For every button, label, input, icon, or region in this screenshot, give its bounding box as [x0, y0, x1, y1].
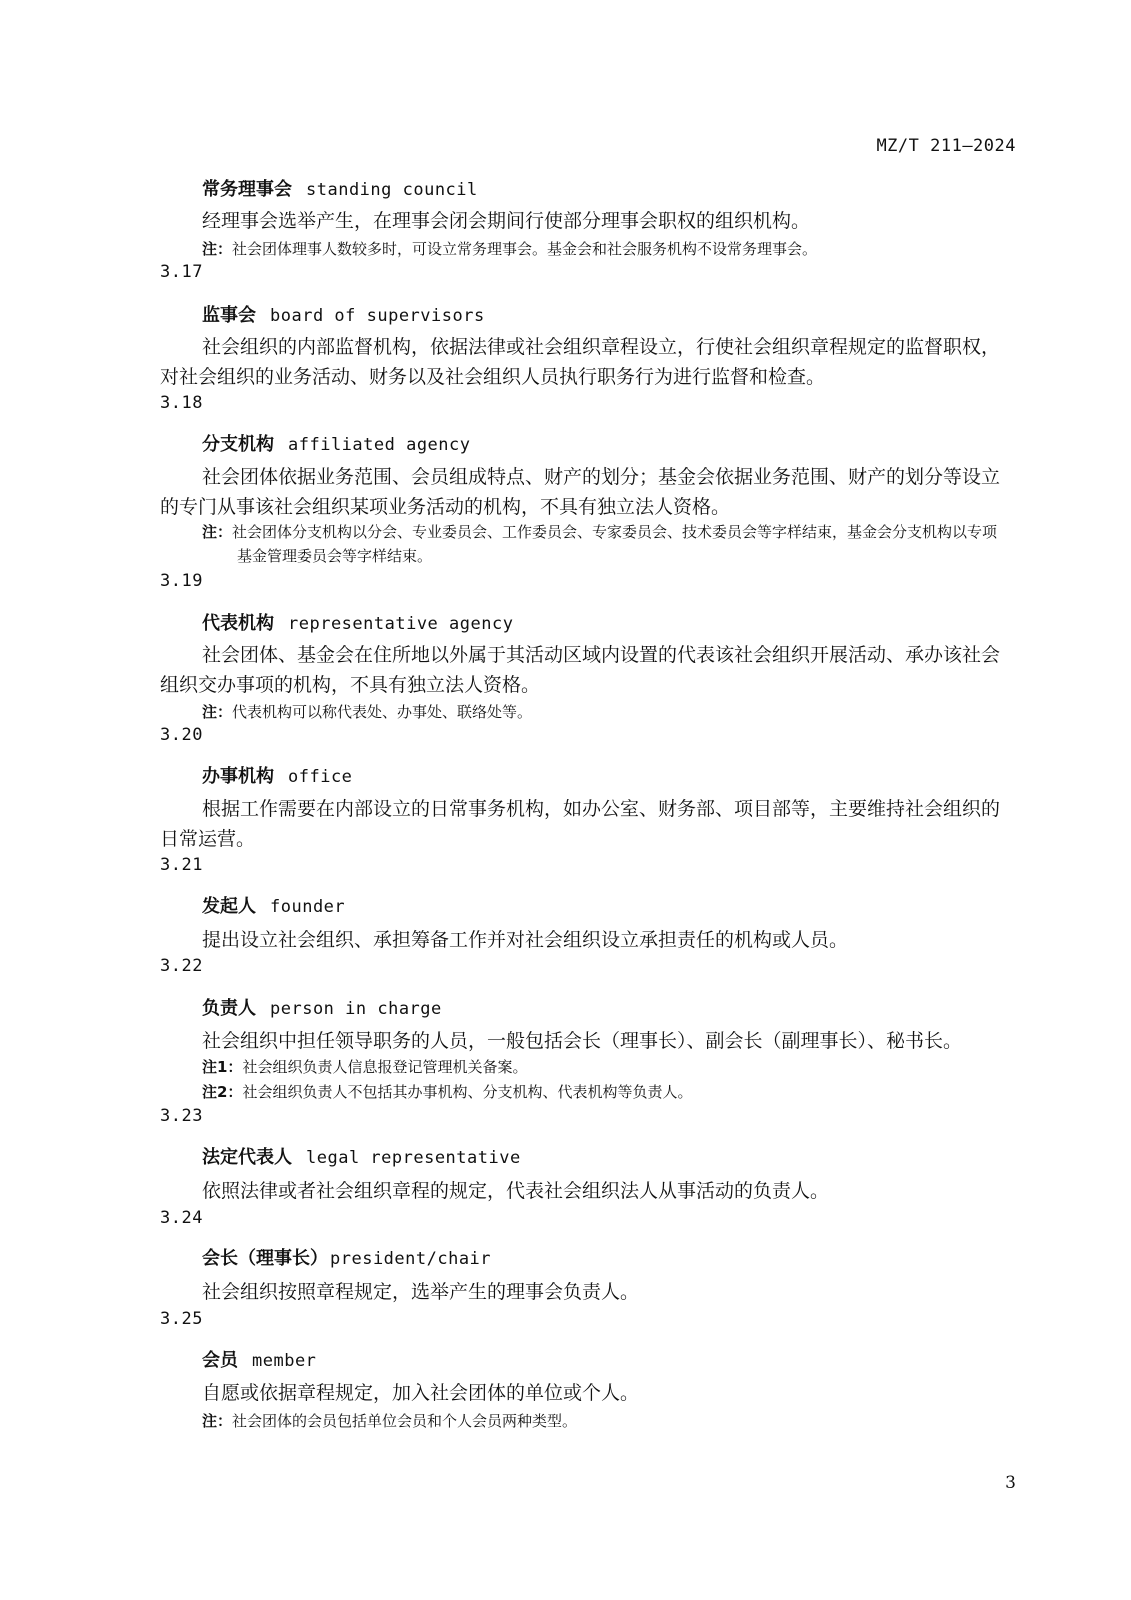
term-number: 3.19 [160, 571, 203, 591]
term-definition: 社会组织按照章程规定，选举产生的理事会负责人。 [202, 1281, 640, 1303]
term-definition: 自愿或依据章程规定，加入社会团体的单位或个人。 [202, 1382, 640, 1404]
term-definition: 社会团体、基金会在住所地以外属于其活动区域内设置的代表该社会组织开展活动、承办该社会组织交办事项的机构，不具有独立法人资格。 [160, 644, 1001, 696]
term-number: 3.18 [160, 393, 203, 413]
standard-code: MZ/T 211—2024 [876, 136, 1016, 156]
page-number: 3 [1005, 1473, 1016, 1493]
term-zh: 会长（理事长） [202, 1248, 328, 1269]
term-note [202, 520, 1012, 568]
term-title [202, 301, 485, 327]
term-title [202, 1143, 521, 1169]
note-label: 注： [202, 523, 233, 541]
note-text: 社会团体理事人数较多时，可设立常务理事会。基金会和社会服务机构不设常务理事会。 [232, 240, 818, 258]
note-label: 注： [202, 240, 233, 258]
term-number: 3.25 [160, 1309, 203, 1329]
term-en: representative agency [288, 614, 514, 634]
term-definition: 社会组织中担任领导职务的人员，一般包括会长（理事长）、副会长（副理事长）、秘书长。 [202, 1030, 963, 1052]
note-text: 社会组织负责人不包括其办事机构、分支机构、代表机构等负责人。 [242, 1083, 693, 1101]
term-title [202, 892, 345, 918]
note-text: 社会团体分支机构以分会、专业委员会、工作委员会、专家委员会、技术委员会等字样结束，基金会分支机构以专项基金管理委员会等字样结束。 [232, 523, 998, 565]
term-zh: 负责人 [202, 998, 256, 1019]
term-definition: 根据工作需要在内部设立的日常事务机构，如办公室、财务部、项目部等，主要维持社会组织的日常运营。 [160, 798, 1001, 850]
term-definition: 社会团体依据业务范围、会员组成特点、财产的划分；基金会依据业务范围、财产的划分等设立的专门从事该社会组织某项业务活动的机构，不具有独立法人资格。 [160, 466, 1001, 518]
term-zh: 发起人 [202, 896, 256, 917]
term-en: president/chair [330, 1249, 492, 1269]
term-title [202, 175, 478, 201]
term-number: 3.17 [160, 262, 203, 282]
term-en: affiliated agency [288, 435, 471, 455]
term-en: founder [270, 897, 346, 917]
term-zh: 分支机构 [202, 434, 274, 455]
term-en: board of supervisors [270, 306, 485, 326]
note-text: 社会团体的会员包括单位会员和个人会员两种类型。 [232, 1412, 578, 1430]
term-note [202, 1409, 1012, 1433]
term-title [202, 1346, 316, 1372]
term-zh: 会员 [202, 1350, 238, 1371]
term-note [202, 1080, 1012, 1104]
note-label: 注： [202, 703, 233, 721]
note-label: 注2： [202, 1083, 243, 1101]
term-title [202, 762, 352, 788]
term-zh: 监事会 [202, 305, 256, 326]
note-text: 代表机构可以称代表处、办事处、联络处等。 [232, 703, 533, 721]
term-number: 3.21 [160, 855, 203, 875]
term-en: person in charge [270, 999, 442, 1019]
term-definition: 经理事会选举产生，在理事会闭会期间行使部分理事会职权的组织机构。 [202, 210, 811, 232]
term-title [202, 430, 471, 456]
term-note [202, 237, 1012, 261]
note-text: 社会组织负责人信息报登记管理机关备案。 [242, 1058, 528, 1076]
term-definition: 社会组织的内部监督机构，依据法律或社会组织章程设立，行使社会组织章程规定的监督职权，对社会组织的业务活动、财务以及社会组织人员执行职务行为进行监督和检查。 [160, 336, 1001, 388]
term-en: office [288, 767, 353, 787]
term-en: standing council [306, 180, 478, 200]
term-note [202, 1055, 1012, 1079]
term-title [202, 994, 442, 1020]
term-title [202, 1244, 491, 1270]
term-title [202, 609, 513, 635]
term-number: 3.22 [160, 956, 203, 976]
term-number: 3.20 [160, 725, 203, 745]
term-en: legal representative [306, 1148, 521, 1168]
term-number: 3.23 [160, 1106, 203, 1126]
term-note [202, 700, 1012, 724]
note-label: 注： [202, 1412, 233, 1430]
note-label: 注1： [202, 1058, 243, 1076]
term-zh: 法定代表人 [202, 1147, 292, 1168]
term-zh: 代表机构 [202, 613, 274, 634]
term-number: 3.24 [160, 1208, 203, 1228]
term-definition: 提出设立社会组织、承担筹备工作并对社会组织设立承担责任的机构或人员。 [202, 929, 849, 951]
term-definition: 依照法律或者社会组织章程的规定，代表社会组织法人从事活动的负责人。 [202, 1180, 830, 1202]
term-en: member [252, 1351, 317, 1371]
term-zh: 办事机构 [202, 766, 274, 787]
term-zh: 常务理事会 [202, 179, 292, 200]
